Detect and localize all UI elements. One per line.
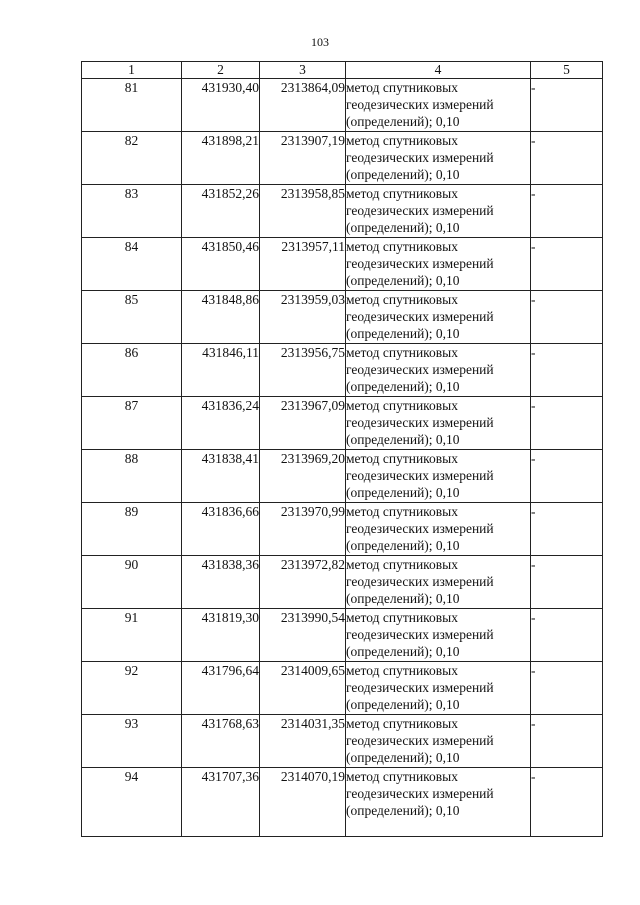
y-coordinate-cell: 2313957,11 (260, 238, 346, 291)
y-coordinate-cell: 2314031,35 (260, 715, 346, 768)
table-row (82, 185, 603, 238)
point-number-cell: 85 (82, 291, 182, 344)
method-cell: метод спутниковых геодезических измерений (определений); 0,10 (346, 185, 531, 238)
x-coordinate-cell: 431707,36 (182, 768, 260, 837)
note-cell: - (531, 768, 603, 837)
table-row (82, 768, 603, 837)
note-cell: - (531, 609, 603, 662)
x-coordinate-cell: 431838,36 (182, 556, 260, 609)
y-coordinate-cell: 2313969,20 (260, 450, 346, 503)
point-number-cell: 92 (82, 662, 182, 715)
x-coordinate-cell: 431796,64 (182, 662, 260, 715)
page-number: 103 (311, 35, 329, 49)
x-coordinate-cell: 431768,63 (182, 715, 260, 768)
y-coordinate-cell: 2313970,99 (260, 503, 346, 556)
table-row (82, 291, 603, 344)
note-cell: - (531, 238, 603, 291)
note-cell: - (531, 79, 603, 132)
x-coordinate-cell: 431846,11 (182, 344, 260, 397)
method-cell: метод спутниковых геодезических измерений (определений); 0,10 (346, 768, 531, 837)
x-coordinate-cell: 431819,30 (182, 609, 260, 662)
column-header: 3 (260, 62, 346, 79)
x-coordinate-cell: 431898,21 (182, 132, 260, 185)
point-number-cell: 81 (82, 79, 182, 132)
note-cell: - (531, 185, 603, 238)
x-coordinate-cell: 431836,24 (182, 397, 260, 450)
note-cell: - (531, 291, 603, 344)
point-number-cell: 84 (82, 238, 182, 291)
y-coordinate-cell: 2313967,09 (260, 397, 346, 450)
table-row (82, 132, 603, 185)
note-cell: - (531, 662, 603, 715)
table-row (82, 79, 603, 132)
point-number-cell: 88 (82, 450, 182, 503)
table-row (82, 556, 603, 609)
method-cell: метод спутниковых геодезических измерений (определений); 0,10 (346, 344, 531, 397)
method-cell: метод спутниковых геодезических измерений (определений); 0,10 (346, 662, 531, 715)
point-number-cell: 94 (82, 768, 182, 837)
method-cell: метод спутниковых геодезических измерений (определений); 0,10 (346, 397, 531, 450)
note-cell: - (531, 450, 603, 503)
y-coordinate-cell: 2313972,82 (260, 556, 346, 609)
y-coordinate-cell: 2314009,65 (260, 662, 346, 715)
table-row (82, 503, 603, 556)
note-cell: - (531, 344, 603, 397)
column-header: 2 (182, 62, 260, 79)
table-row (82, 238, 603, 291)
x-coordinate-cell: 431850,46 (182, 238, 260, 291)
table-row (82, 609, 603, 662)
method-cell: метод спутниковых геодезических измерений (определений); 0,10 (346, 503, 531, 556)
table-row (82, 450, 603, 503)
y-coordinate-cell: 2313864,09 (260, 79, 346, 132)
y-coordinate-cell: 2313958,85 (260, 185, 346, 238)
y-coordinate-cell: 2313907,19 (260, 132, 346, 185)
note-cell: - (531, 503, 603, 556)
note-cell: - (531, 397, 603, 450)
table-row (82, 344, 603, 397)
method-cell: метод спутниковых геодезических измерений (определений); 0,10 (346, 556, 531, 609)
y-coordinate-cell: 2313990,54 (260, 609, 346, 662)
note-cell: - (531, 715, 603, 768)
column-header: 4 (346, 62, 531, 79)
point-number-cell: 89 (82, 503, 182, 556)
column-header: 1 (82, 62, 182, 79)
point-number-cell: 90 (82, 556, 182, 609)
method-cell: метод спутниковых геодезических измерений (определений); 0,10 (346, 450, 531, 503)
table-row (82, 397, 603, 450)
table-header-row (82, 62, 603, 79)
point-number-cell: 86 (82, 344, 182, 397)
method-cell: метод спутниковых геодезических измерений (определений); 0,10 (346, 609, 531, 662)
x-coordinate-cell: 431930,40 (182, 79, 260, 132)
y-coordinate-cell: 2314070,19 (260, 768, 346, 837)
x-coordinate-cell: 431836,66 (182, 503, 260, 556)
x-coordinate-cell: 431848,86 (182, 291, 260, 344)
note-cell: - (531, 132, 603, 185)
table-row (82, 662, 603, 715)
y-coordinate-cell: 2313956,75 (260, 344, 346, 397)
y-coordinate-cell: 2313959,03 (260, 291, 346, 344)
method-cell: метод спутниковых геодезических измерений (определений); 0,10 (346, 79, 531, 132)
x-coordinate-cell: 431838,41 (182, 450, 260, 503)
note-cell: - (531, 556, 603, 609)
method-cell: метод спутниковых геодезических измерений (определений); 0,10 (346, 291, 531, 344)
point-number-cell: 91 (82, 609, 182, 662)
coordinates-table (81, 61, 603, 837)
method-cell: метод спутниковых геодезических измерений (определений); 0,10 (346, 715, 531, 768)
method-cell: метод спутниковых геодезических измерений (определений); 0,10 (346, 238, 531, 291)
method-cell: метод спутниковых геодезических измерений (определений); 0,10 (346, 132, 531, 185)
table-row (82, 715, 603, 768)
column-header: 5 (531, 62, 603, 79)
point-number-cell: 87 (82, 397, 182, 450)
x-coordinate-cell: 431852,26 (182, 185, 260, 238)
point-number-cell: 93 (82, 715, 182, 768)
point-number-cell: 82 (82, 132, 182, 185)
point-number-cell: 83 (82, 185, 182, 238)
